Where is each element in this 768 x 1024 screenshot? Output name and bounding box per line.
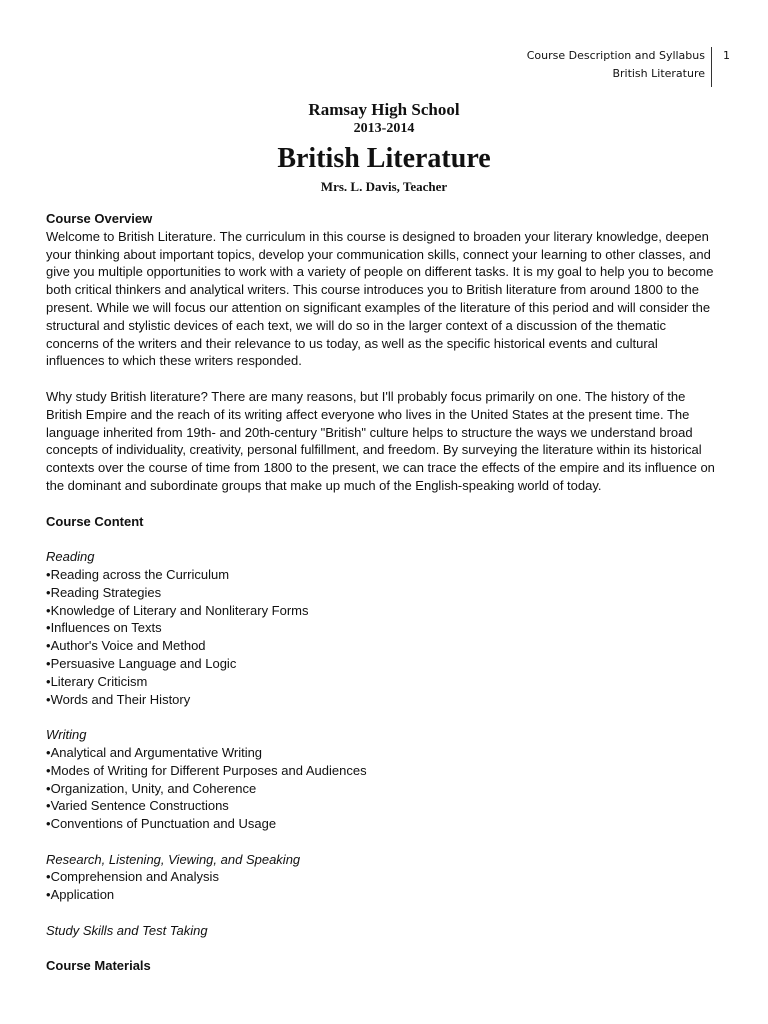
list-item: • Analytical and Argumentative Writing — [46, 744, 716, 762]
course-title: British Literature — [277, 143, 491, 174]
list-item: • Organization, Unity, and Coherence — [46, 780, 716, 798]
spacer — [46, 530, 716, 548]
course-content-heading: Course Content — [46, 513, 144, 529]
list-item: • Conventions of Punctuation and Usage — [46, 815, 716, 833]
list-item: • Application — [46, 886, 716, 904]
research-subheading: Research, Listening, Viewing, and Speaking — [46, 851, 301, 867]
list-item: • Varied Sentence Constructions — [46, 797, 716, 815]
reading-list — [46, 566, 716, 708]
list-item: • Author's Voice and Method — [46, 637, 716, 655]
title-block — [0, 100, 768, 196]
header-line-2: British Literature — [612, 67, 705, 80]
course-materials-heading: Course Materials — [46, 958, 151, 974]
list-item: • Knowledge of Literary and Nonliterary Forms — [46, 602, 716, 620]
study-group — [46, 922, 716, 940]
overview-paragraph-2: Why study British literature? There are many reasons, but I'll probably focus primarily on one. The history of the British Empire and the reach of its writing affect everyone who lives in the United States at the present time. The language inherited from 19th- and 20th-century "British" culture helps to structure the ways we understand broad concepts of individuality, creativity, personal fulfillment, and freedom. By surveying the literature within its historical contexts over the course of time from 1800 to the present, we can trace the effects of the empire and its influence on the dominant and subordinate groups that make up much of the English-speaking world of today. — [46, 388, 715, 493]
reading-group — [46, 548, 716, 708]
writing-list — [46, 744, 716, 833]
list-item: • Reading Strategies — [46, 584, 716, 602]
running-header — [527, 47, 712, 87]
list-item: • Words and Their History — [46, 691, 716, 709]
school-year: 2013-2014 — [353, 121, 415, 136]
writing-group — [46, 726, 716, 833]
list-item: • Literary Criticism — [46, 673, 716, 691]
writing-subheading: Writing — [46, 727, 87, 743]
school-name: Ramsay High School — [308, 100, 460, 119]
header-line-1: Course Description and Syllabus — [526, 49, 705, 62]
teacher-name: Mrs. L. Davis, Teacher — [320, 179, 448, 194]
list-item: • Modes of Writing for Different Purposes and Audiences — [46, 762, 716, 780]
course-overview-heading: Course Overview — [46, 211, 153, 226]
list-item: • Persuasive Language and Logic — [46, 655, 716, 673]
research-list — [46, 868, 716, 904]
page-number: 1 — [723, 49, 730, 62]
list-item: • Influences on Texts — [46, 619, 716, 637]
overview-paragraph-1: Welcome to British Literature. The curriculum in this course is designed to broaden your literary knowledge, deepen your thinking about important topics, develop your communication skills, connect your learning to other classes, and give you multiple opportunities to work with a variety of people on different tasks. It is my goal to help you to become both critical thinkers and analytical writers. This course introduces you to British literature from around 1800 to the present. While we will focus our attention on significant examples of the literature of this period and will consider the structural and stylistic devices of each text, we will do so in the larger context of a discussion of the thematic concerns of the writers and their relevance to us today, as well as the specific historical events and cultural influences to which these writers responded. — [46, 228, 714, 369]
study-subheading: Study Skills and Test Taking — [46, 922, 208, 938]
reading-subheading: Reading — [46, 549, 95, 565]
research-group — [46, 851, 716, 904]
document-body — [46, 210, 716, 975]
list-item: • Reading across the Curriculum — [46, 566, 716, 584]
list-item: • Comprehension and Analysis — [46, 868, 716, 886]
